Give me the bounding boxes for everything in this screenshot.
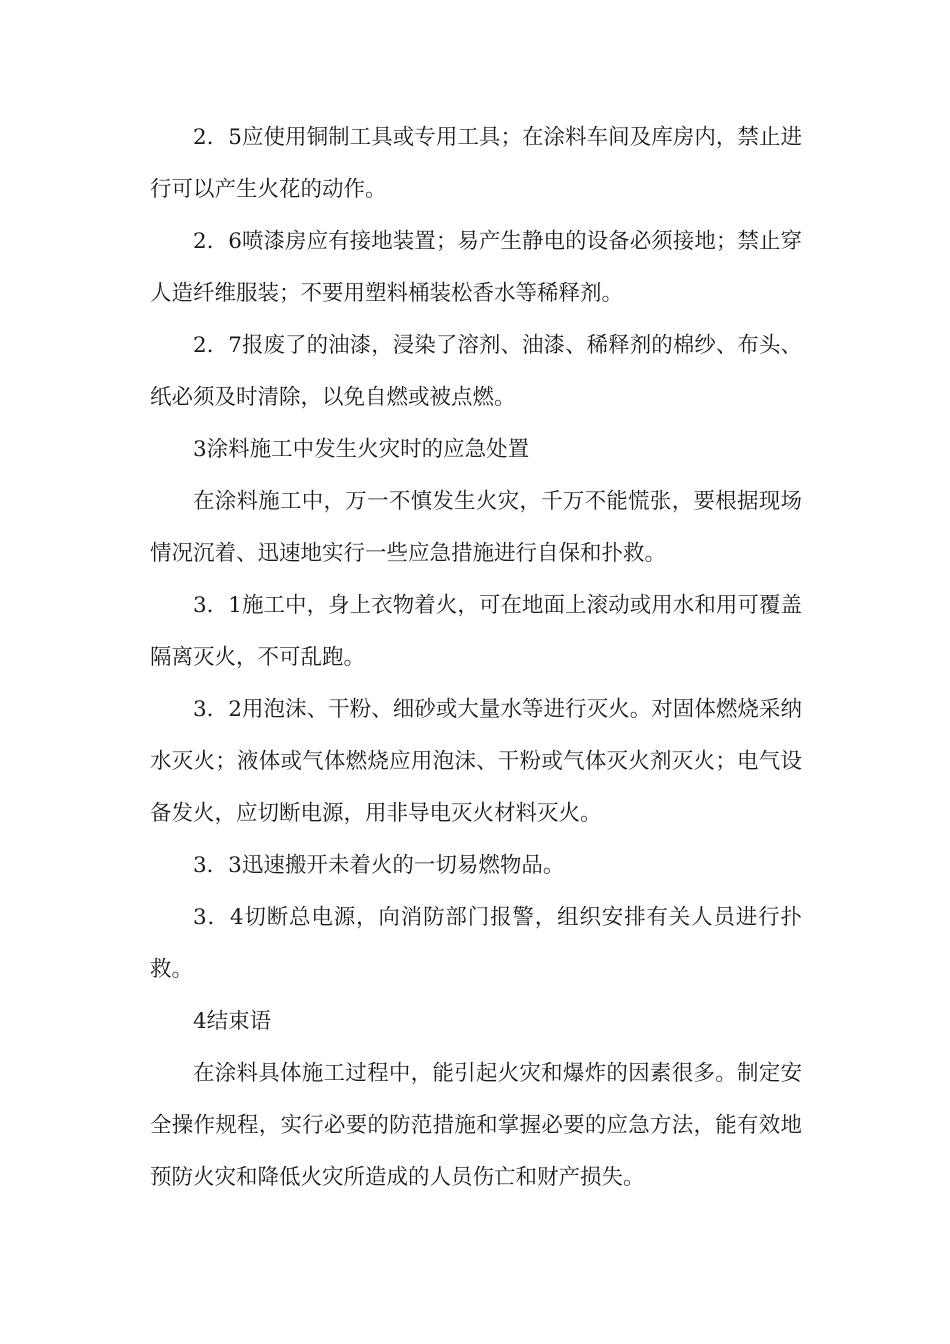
paragraph-3-1: 3．1施工中，身上衣物着火，可在地面上滚动或用水和用可覆盖隔离灭火，不可乱跑。 [150, 593, 802, 670]
paragraph-2-7: 2．7报废了的油漆，浸染了溶剂、油漆、稀释剂的棉纱、布头、纸必须及时清除，以免自燃或被点燃。 [150, 333, 802, 410]
paragraph-3-2: 3．2用泡沫、干粉、细砂或大量水等进行灭火。对固体燃烧采纳水灭火；液体或气体燃烧应用泡沫、干粉或气体灭火剂灭火；电气设备发火，应切断电源，用非导电灭火材料灭火。 [150, 697, 802, 826]
paragraph-2-5: 2．5应使用铜制工具或专用工具；在涂料车间及库房内，禁止进行可以产生火花的动作。 [150, 125, 802, 202]
paragraph-3-4: 3．4切断总电源，向消防部门报警，组织安排有关人员进行扑救。 [150, 905, 802, 982]
paragraph-conclusion: 在涂料具体施工过程中，能引起火灾和爆炸的因素很多。制定安全操作规程，实行必要的防范措施和掌握必要的应急方法，能有效地预防火灾和降低火灾所造成的人员伤亡和财产损失。 [150, 1061, 802, 1190]
paragraph-3-intro: 在涂料施工中，万一不慎发生火灾，千万不能慌张，要根据现场情况沉着、迅速地实行一些应急措施进行自保和扑救。 [150, 489, 802, 566]
section-heading-3: 3涂料施工中发生火灾时的应急处置 [193, 437, 530, 462]
document-body [150, 112, 802, 1204]
paragraph-2-6: 2．6喷漆房应有接地装置；易产生静电的设备必须接地；禁止穿人造纤维服装；不要用塑料桶装松香水等稀释剂。 [150, 229, 802, 306]
paragraph-3-3: 3．3迅速搬开未着火的一切易燃物品。 [193, 853, 565, 878]
section-heading-4: 4结束语 [193, 1009, 272, 1034]
